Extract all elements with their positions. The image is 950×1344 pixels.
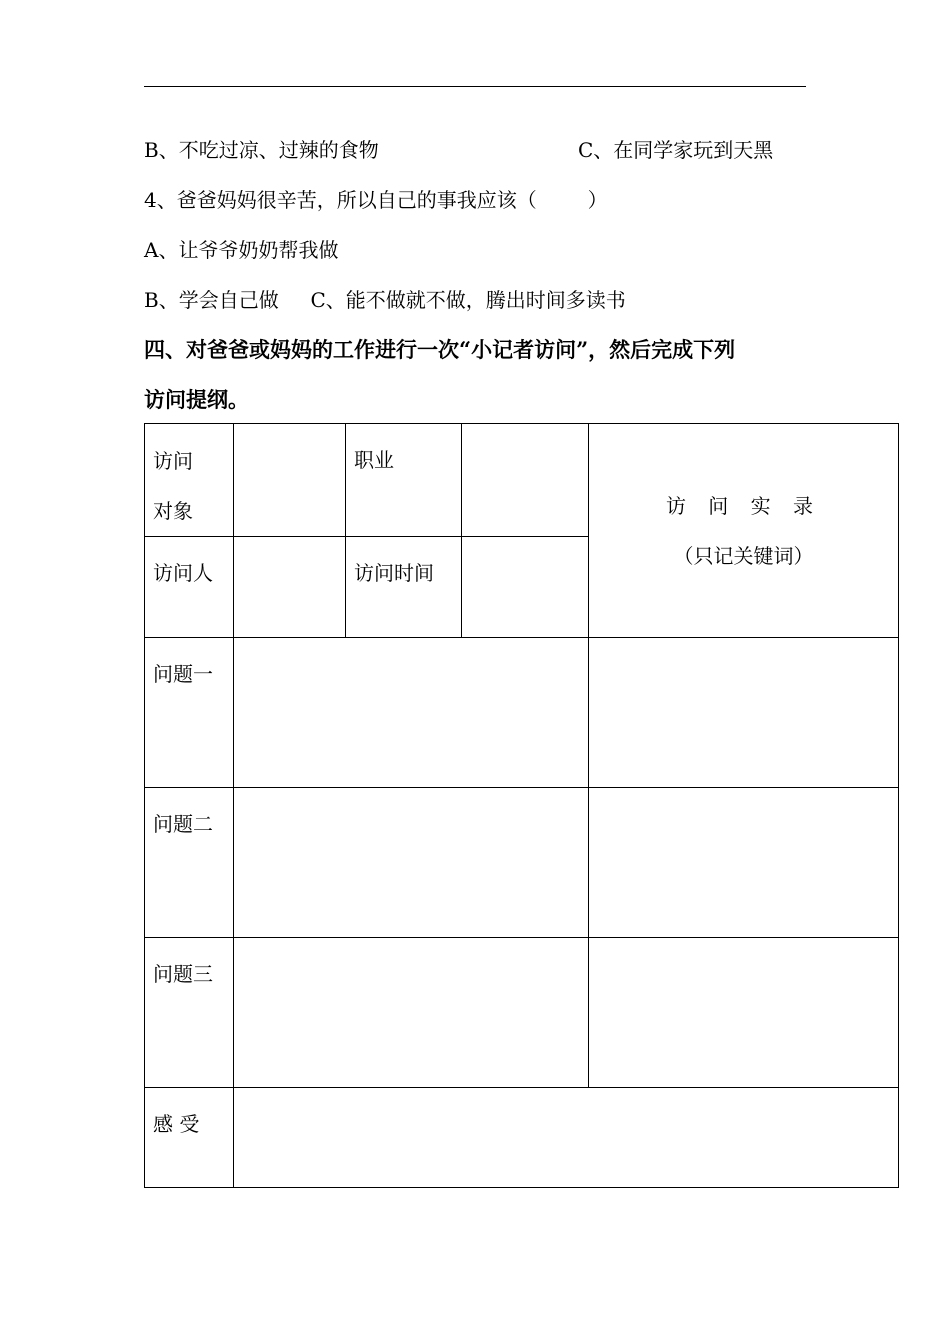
- interviewer-input-cell[interactable]: [234, 537, 346, 638]
- job-input-cell[interactable]: [462, 424, 589, 537]
- question3-input-cell[interactable]: [234, 938, 589, 1088]
- question2-record-cell[interactable]: [589, 788, 899, 938]
- q4-options-bc: B、学会自己做 C、能不做就不做，腾出时间多读书: [144, 288, 626, 312]
- question1-input-cell[interactable]: [234, 638, 589, 788]
- record-header-cell: [589, 424, 899, 638]
- time-label-cell: [346, 537, 462, 638]
- q3-option-b: B、不吃过凉、过辣的食物: [144, 138, 379, 162]
- q4-option-a: A、让爷爷奶奶帮我做: [144, 238, 339, 262]
- q4-question: 4、爸爸妈妈很辛苦，所以自己的事我应该（ ）: [144, 188, 608, 212]
- question1-label-cell: [145, 638, 234, 788]
- section4-title-line1: 四、对爸爸或妈妈的工作进行一次“小记者访问”，然后完成下列: [144, 337, 736, 362]
- question2-input-cell[interactable]: [234, 788, 589, 938]
- question1-record-cell[interactable]: [589, 638, 899, 788]
- feeling-label-cell: [145, 1088, 234, 1188]
- q3-option-c: C、在同学家玩到天黑: [578, 138, 774, 162]
- job-label-cell: [346, 424, 462, 537]
- question3-label-cell: [145, 938, 234, 1088]
- record-title: 访 问 实 录: [665, 493, 822, 518]
- top-divider: [144, 86, 806, 87]
- feeling-label: 感 受: [153, 1112, 200, 1136]
- interviewer-label: 访问人: [153, 561, 213, 585]
- interviewee-input-cell[interactable]: [234, 424, 346, 537]
- question3-label: 问题三: [153, 962, 213, 986]
- feeling-input-cell[interactable]: [234, 1088, 899, 1188]
- question1-label: 问题一: [153, 662, 213, 686]
- question2-label: 问题二: [153, 812, 213, 836]
- interviewee-label-cell: [145, 424, 234, 537]
- interviewee-label-line2: 对象: [153, 499, 193, 523]
- time-label: 访问时间: [354, 561, 434, 585]
- record-note: （只记关键词）: [673, 543, 814, 568]
- question2-label-cell: [145, 788, 234, 938]
- question3-record-cell[interactable]: [589, 938, 899, 1088]
- section4-title-line2: 访问提纲。: [144, 387, 249, 412]
- interviewer-label-cell: [145, 537, 234, 638]
- interview-outline-table: [144, 423, 899, 1188]
- time-input-cell[interactable]: [462, 537, 589, 638]
- job-label: 职业: [354, 448, 394, 472]
- interviewee-label-line1: 访问: [153, 449, 193, 473]
